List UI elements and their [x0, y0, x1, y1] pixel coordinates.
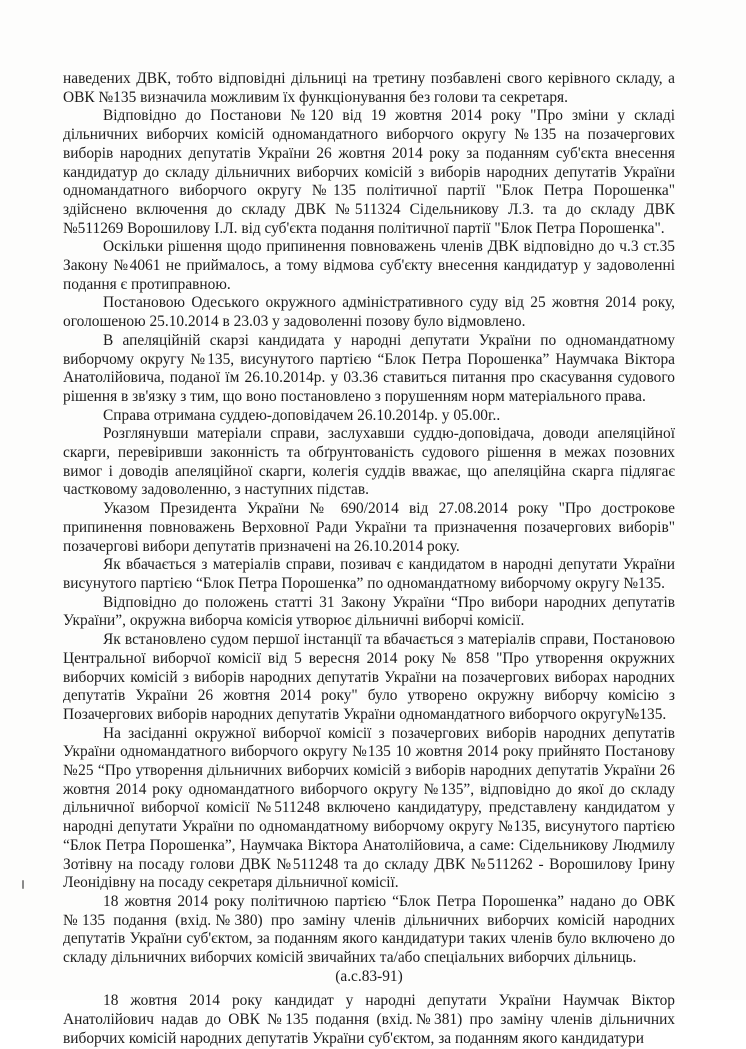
paragraph-appeal: В апеляційній скарзі кандидата у народні депутати України по одномандатному виборчому округу №135, висунутого партією “Блок Петра Порошенка” Наумчака Віктора Анатолійовича, поданої їм 26.10.2014р. у 03.36 ставиться питання про скасування судового рішення в зв'язку з тим, що воно постановлено з порушенням норм матеріального права.: [63, 331, 675, 405]
paragraph-party-submission: 18 жовтня 2014 року політичною партією “Блок Петра Порошенка” надано до ОВК №135 подання (вхід.№380) про заміну членів дільничних виборчих комісій народних депутатів України суб'єктом, за поданням якого кандидатури таких членів було включено до складу дільничних виборчих комісій звичайних та/або спеціальних виборчих дільниць.: [63, 892, 675, 967]
paragraph-continuation: наведених ДВК, тобто відповідні дільниці на третину позбавлені свого керівного складу, а ОВК №135 визначила можливим їх функціонування без голови та секретаря.: [63, 70, 675, 106]
paragraph-first-instance-ruling: Постановою Одеського окружного адміністративного суду від 25 жовтня 2014 року, оголошеною 25.10.2014 в 23.03 у задоволенні позову було відмовлено.: [63, 294, 675, 331]
paragraph-unlawful-refusal: Оскільки рішення щодо припинення повноважень членів ДВК відповідно до ч.3 ст.35 Закону №4061 не приймалось, а тому відмова суб'єкту внесення кандидатур у задоволенні подання є протиправною.: [63, 238, 675, 293]
paragraph-resolution-120: Відповідно до Постанови №120 від 19 жовтня 2014 року "Про зміни у складі дільничних виборчих комісій одномандатного виборчого округу №135 на позачергових виборів народних депутатів України 26 жовтня 2014 року за поданням суб'єкта внесення кандидатур до складу дільничних виборчих комісій з виборів народних депутатів України одномандатного виборчого округу №135 політичної партії "Блок Петра Порошенка" здійснено включення до складу ДВК №511324 Сідельникову Л.З. та до складу ДВК №511269 Ворошилову І.Л. від суб'єкта подання політичної партії "Блок Петра Порошенка".: [63, 107, 675, 237]
document-body: [63, 70, 675, 1049]
paragraph-ovk-meeting: На засіданні окружної виборчої комісії з позачергових виборів народних депутатів України одномандатного виборчого округу №135 10 жовтня 2014 року прийнято Постанову №25 “Про утворення дільничних виборчих комісій з виборів народних депутатів України 26 жовтня 2014 року одномандатного виборчого округу №135”, відповідно до якої до складу дільничної виборчої комісії №511248 включено кандидатуру, представлену кандидатом у народні депутати України по одномандатному виборчому округу №135, висунутого партією “Блок Петра Порошенка”, Наумчака Віктора Анатолійовича, а саме: Сідельникову Людмилу Зотівну на посаду голови ДВК №511248 та до складу ДВК №511262 - Ворошилову Ірину Леонідівну на посаду секретаря дільничної комісії.: [63, 724, 675, 892]
paragraph-plaintiff-status: Як вбачається з матеріалів справи, позивач є кандидатом в народні депутати України висунутого партією “Блок Петра Порошенка” по одномандатному виборчому округу №135.: [63, 556, 675, 592]
paragraph-cec-resolution: Як встановлено судом першої інстанції та вбачається з матеріалів справи, Постановою Центральної виборчої комісії від 5 вересня 2014 року № 858 "Про утворення окружних виборчих комісій з виборів народних депутатів України на позачергових виборах народних депутатів України 26 жовтня 2014 року" було утворено окружну виборчу комісію з Позачергових виборів народних депутатів України одномандатного виборчого округу№135.: [63, 631, 675, 723]
case-file-reference: (а.с.83-91): [335, 967, 403, 985]
paragraph-candidate-submission: 18 жовтня 2014 року кандидат у народні депутати України Наумчак Віктор Анатолійович надав до ОВК №135 подання (вхід.№381) про заміну членів дільничних виборчих комісій народних депутатів України суб'єктом, за поданням якого кандидатури: [63, 992, 675, 1047]
paragraph-case-received: Справа отримана суддею-доповідачем 26.10.2014р. у 05.00г..: [103, 406, 501, 424]
paragraph-court-review: Розглянувши матеріали справи, заслухавши суддю-доповідача, доводи апеляційної скарги, перевіривши законність та обґрунтованість судового рішення в межах позовних вимог і доводів апеляційної скарги, колегія суддів вважає, що апеляційна скарга підлягає частковому задоволенню, з наступних підстав.: [63, 425, 675, 499]
paragraph-law-article-31: Відповідно до положень статті 31 Закону України “Про вибори народних депутатів України”, окружна виборча комісія утворює дільничні виборчі комісії.: [63, 593, 675, 630]
scan-mark: [22, 880, 24, 889]
paragraph-presidential-decree: Указом Президента України № 690/2014 від 27.08.2014 року "Про дострокове припинення повноважень Верховної Ради України та призначення позачергових виборів" позачергові вибори депутатів призначені на 26.10.2014 року.: [63, 500, 675, 555]
